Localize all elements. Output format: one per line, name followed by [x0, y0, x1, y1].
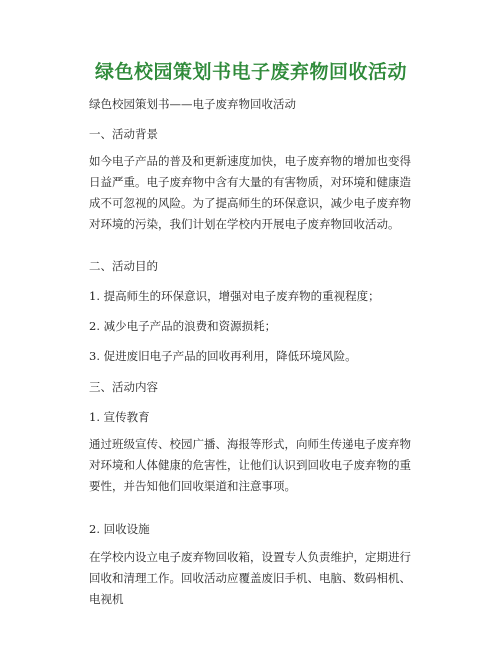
goal-item-3: 3. 促进废旧电子产品的回收再利用，降低环境风险。	[89, 349, 357, 363]
content-item-1-heading: 1. 宣传教育	[89, 410, 150, 424]
paragraph-background-text: 如今电子产品的普及和更新速度加快，电子废弃物的增加也变得日益严重。电子废弃物中含有大量的有害物质，对环境和健康造成不可忽视的风险。为了提高师生的环保意识，减少电子废弃物对环境的污染，我们计划在学校内开展电子废弃物回收活动。	[89, 154, 411, 231]
goal-item-2: 2. 减少电子产品的浪费和资源损耗；	[89, 319, 277, 333]
section-heading-purpose: 二、活动目的	[89, 259, 158, 273]
paragraph-facilities-text: 在学校内设立电子废弃物回收箱，设置专人负责维护，定期进行回收和清理工作。回收活动应覆盖废旧手机、电脑、数码相机、电视机	[89, 550, 411, 606]
content-item-2-heading: 2. 回收设施	[89, 522, 150, 536]
document-subtitle: 绿色校园策划书——电子废弃物回收活动	[89, 97, 296, 111]
paragraph-publicity-text: 通过班级宣传、校园广播、海报等形式，向师生传递电子废弃物对环境和人体健康的危害性，让他们认识到回收电子废弃物的重要性，并告知他们回收渠道和注意事项。	[89, 437, 411, 493]
section-heading-content: 三、活动内容	[89, 380, 158, 394]
goal-item-1: 1. 提高师生的环保意识，增强对电子废弃物的重视程度；	[89, 289, 380, 303]
section-heading-background: 一、活动背景	[89, 127, 158, 141]
paragraph-background	[89, 151, 411, 235]
paragraph-facilities	[89, 547, 411, 610]
paragraph-publicity	[89, 434, 411, 497]
document-title: 绿色校园策划书电子废弃物回收活动	[94, 61, 407, 83]
